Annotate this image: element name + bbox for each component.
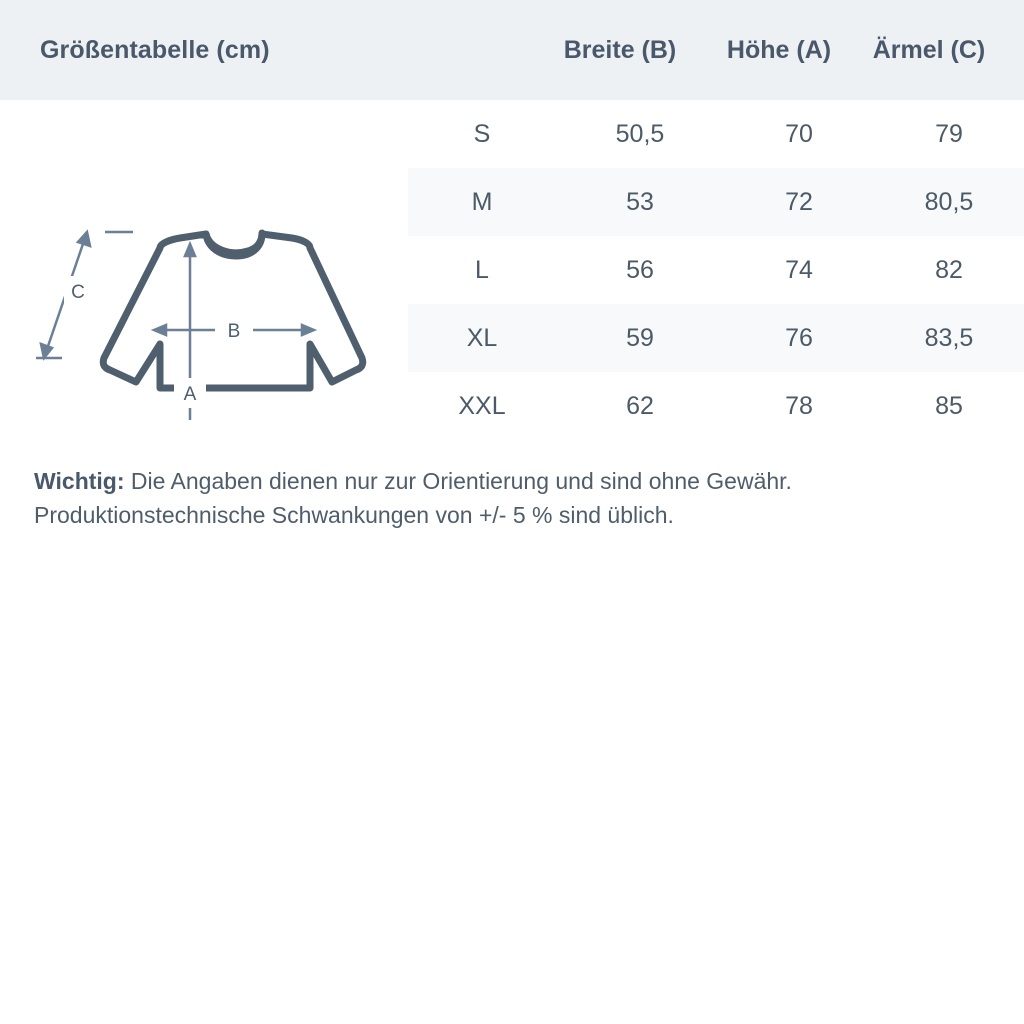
table-row	[408, 372, 1024, 440]
cell-aermel: 82	[935, 255, 963, 284]
cell-breite: 53	[626, 187, 654, 216]
disclaimer-line-2: Produktionstechnische Schwankungen von +/- 5 % sind üblich.	[34, 502, 674, 528]
chart-body	[0, 100, 1024, 440]
cell-hoehe: 74	[785, 255, 813, 284]
disclaimer-note	[34, 464, 984, 532]
cell-size: L	[475, 255, 489, 284]
cell-breite: 50,5	[615, 119, 665, 148]
cell-breite: 62	[626, 391, 654, 420]
column-header-hoehe: Höhe (A)	[726, 35, 832, 64]
column-header-breite: Breite (B)	[563, 35, 677, 64]
cell-size: S	[473, 119, 491, 148]
page-title: Größentabelle (cm)	[40, 35, 270, 64]
column-header-aermel: Ärmel (C)	[872, 35, 986, 64]
cell-hoehe: 76	[785, 323, 813, 352]
cell-size: XXL	[458, 391, 506, 420]
disclaimer-label: Wichtig:	[34, 468, 125, 494]
long-sleeve-shirt-icon	[10, 120, 410, 420]
table-row	[408, 236, 1024, 304]
cell-aermel: 80,5	[924, 187, 974, 216]
cell-size: M	[471, 187, 493, 216]
cell-aermel: 83,5	[924, 323, 974, 352]
column-headers	[508, 36, 1004, 65]
cell-hoehe: 72	[785, 187, 813, 216]
cell-size: XL	[466, 323, 498, 352]
cell-hoehe: 70	[785, 119, 813, 148]
garment-illustration	[0, 100, 408, 440]
size-table	[408, 100, 1024, 440]
disclaimer-line-1: Die Angaben dienen nur zur Orientierung und sind ohne Gewähr.	[124, 468, 792, 494]
table-row	[408, 168, 1024, 236]
cell-aermel: 85	[935, 391, 963, 420]
table-row	[408, 100, 1024, 168]
label-width: B	[227, 321, 241, 342]
chart-header	[0, 0, 1024, 100]
cell-aermel: 79	[935, 119, 963, 148]
label-sleeve: C	[71, 282, 85, 303]
cell-hoehe: 78	[785, 391, 813, 420]
label-height: A	[183, 384, 197, 405]
cell-breite: 59	[626, 323, 654, 352]
table-row	[408, 304, 1024, 372]
cell-breite: 56	[626, 255, 654, 284]
